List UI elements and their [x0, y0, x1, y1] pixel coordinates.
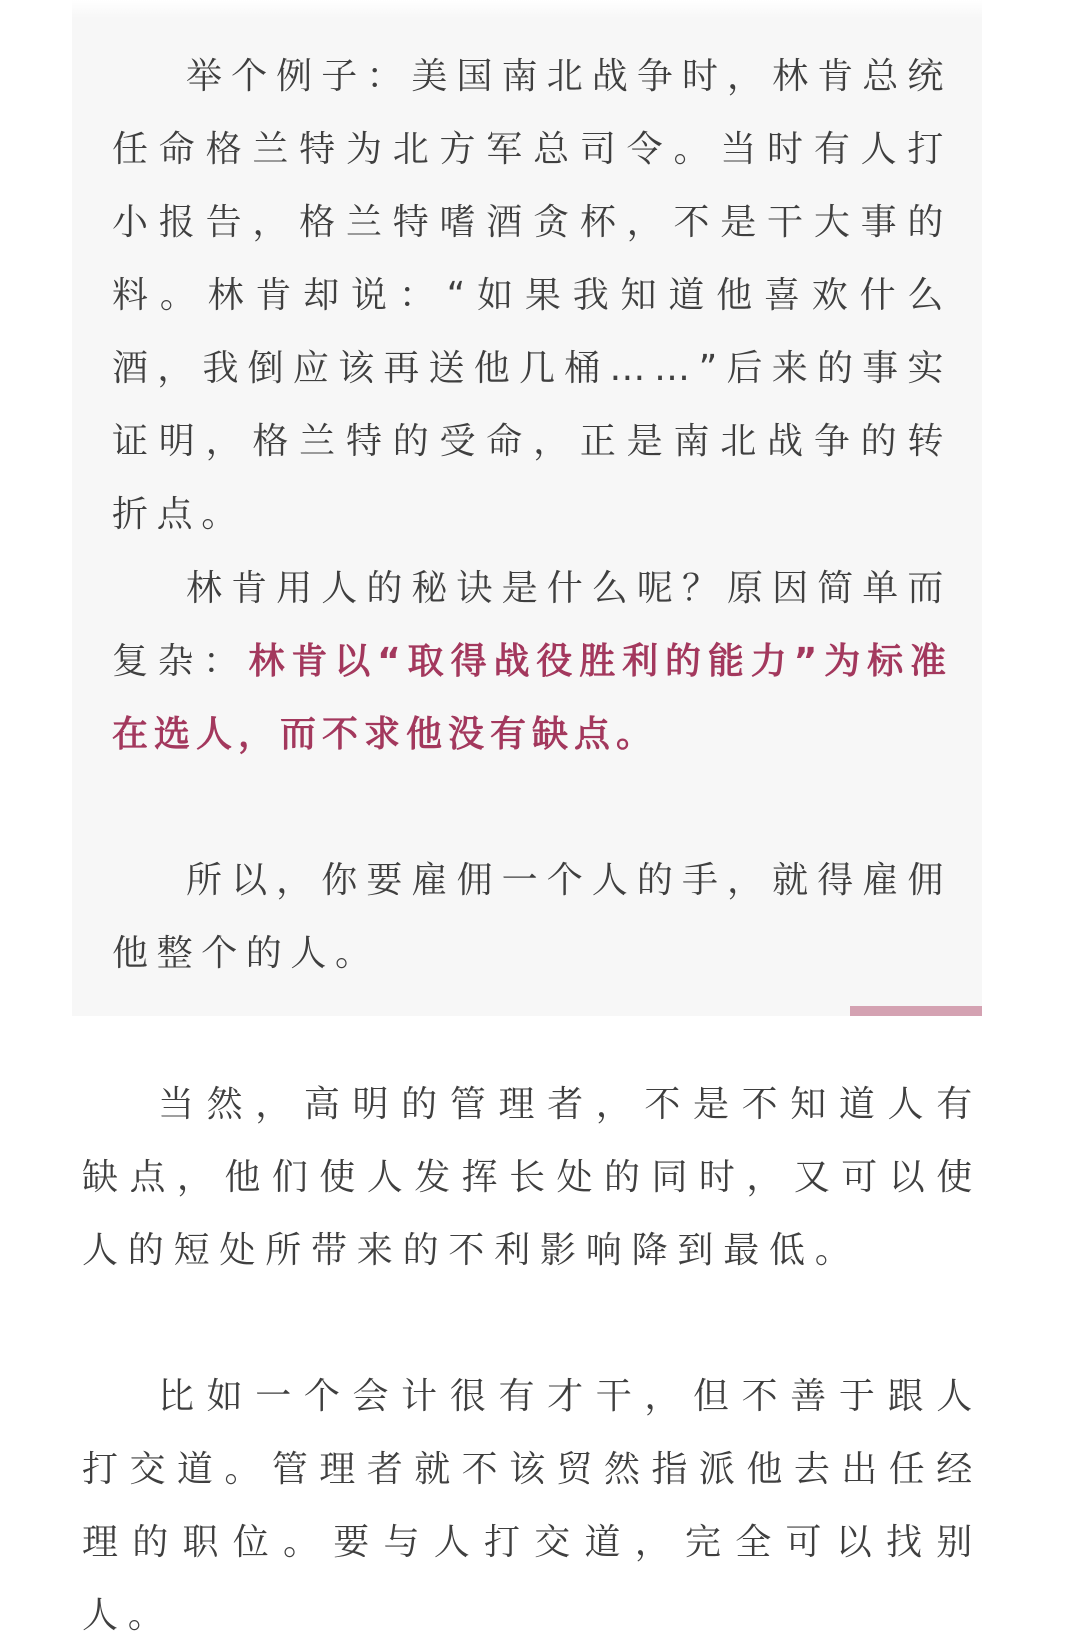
quote-paragraph-grant-example: 举个例子：美国南北战争时，林肯总统任命格兰特为北方军总司令。当时有人打小报告，格兰特嗜酒贪杯，不是干大事的料。林肯却说：“如果我知道他喜欢什么酒，我倒应该再送他几桶……”后来的事实证明，格兰特的受命，正是南北战争的转折点。	[112, 56, 952, 535]
quote-accent-bar	[850, 1006, 982, 1016]
highlighted-key-sentence: 林肯以“取得战役胜利的能力”为标准在选人，而不求他没有缺点。	[112, 641, 952, 755]
quote-paragraph-lincoln-secret	[112, 552, 952, 771]
body-paragraph-managers-weakness: 当然，高明的管理者，不是不知道人有缺点，他们使人发挥长处的同时，又可以使人的短处所带来的不利影响降到最低。	[82, 1084, 982, 1271]
body-paragraph-accountant-example: 比如一个会计很有才干，但不善于跟人打交道。管理者就不该贸然指派他去出任经理的职位。要与人打交道，完全可以找别人。	[82, 1376, 982, 1636]
quote-paragraph-lead-text: 林肯用人的秘诀是什么呢？原因简单而复杂：	[112, 568, 952, 682]
top-edge	[72, 0, 982, 18]
quote-paragraph-hire-whole-person: 所以，你要雇佣一个人的手，就得雇佣他整个的人。	[112, 860, 952, 974]
